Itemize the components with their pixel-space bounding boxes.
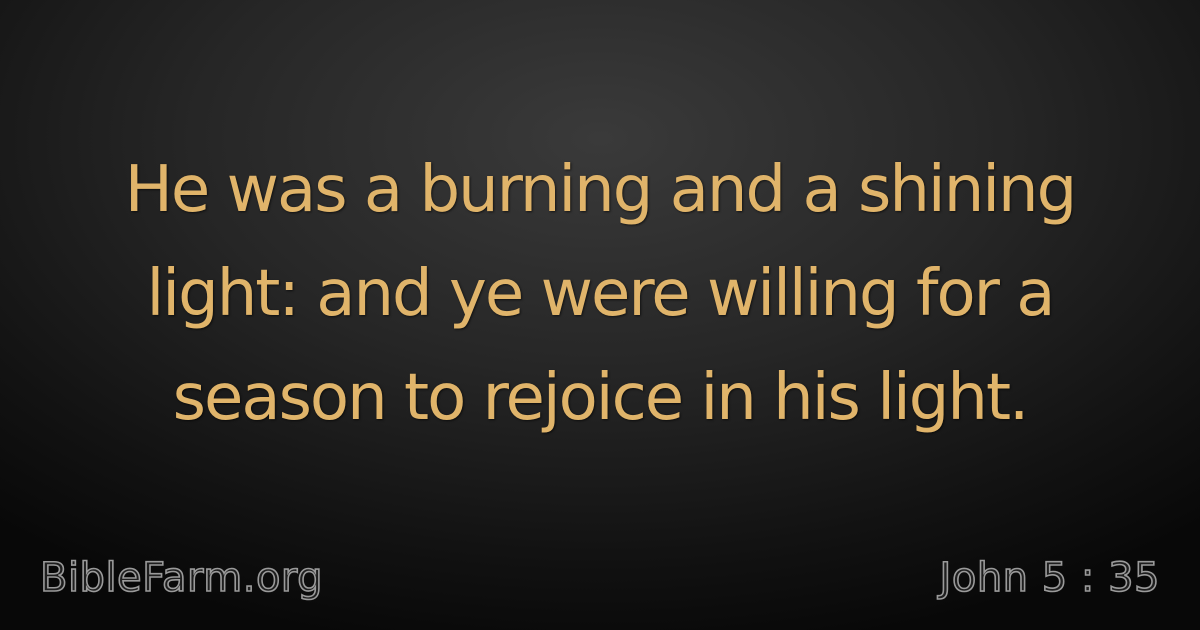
verse-line-3: season to rejoice in his light.: [172, 361, 1028, 435]
verse-line-1: He was a burning and a shining: [124, 153, 1076, 227]
verse-line-2: light: and ye were willing for a: [146, 257, 1054, 331]
site-watermark: BibleFarm.org: [40, 555, 324, 601]
verse-text: [40, 138, 1160, 450]
verse-reference: John 5 : 35: [939, 555, 1160, 601]
